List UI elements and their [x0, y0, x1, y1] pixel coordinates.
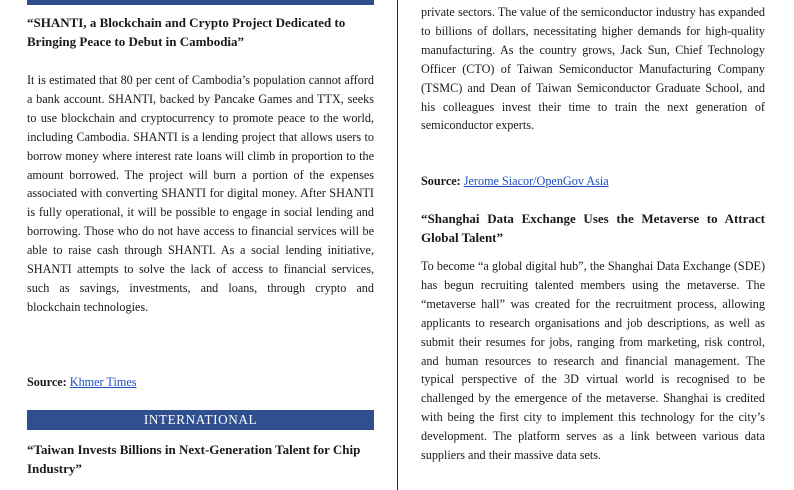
- article-title-shanghai: “Shanghai Data Exchange Uses the Metaverse to Attract Global Talent”: [421, 211, 765, 245]
- source-line-taiwan: [421, 172, 765, 191]
- column-divider: [397, 0, 398, 490]
- section-header-international: INTERNATIONAL: [27, 410, 374, 430]
- source-link-opengov-asia[interactable]: Jerome Siacor/OpenGov Asia: [463, 174, 609, 188]
- article-title-taiwan: “Taiwan Invests Billions in Next-Generation Talent for Chip Industry”: [27, 442, 361, 476]
- source-line-shanti: [27, 373, 374, 392]
- article-body-shanghai: To become “a global digital hub”, the Shanghai Data Exchange (SDE) has begun recruiting talented members using the metaverse. The “metaverse hall” was created for the recruitment process, allowing applicants to research organisations and job descriptions, as well as submit their resumes for jobs, ranging from marketing, risk control, and human resources to research and financial management. The typical perspective of the 3D virtual world is recognised to be challenged by the emergence of the metaverse. Shanghai is credited with being the first city to implement this technology for the city’s development. The platform serves as a link between various data suppliers and their massive data sets.: [421, 259, 765, 463]
- source-label: Source:: [27, 375, 67, 389]
- top-accent-bar: [27, 0, 374, 5]
- article-title-shanti: “SHANTI, a Blockchain and Crypto Project Dedicated to Bringing Peace to Debut in Cambodia”: [27, 15, 346, 49]
- source-link-khmer-times[interactable]: Khmer Times: [69, 375, 137, 389]
- article-body-taiwan-continued: private sectors. The value of the semiconductor industry has expanded to billions of dollars, necessitating higher demands for high-quality manufacturing. As the country grows, Jack Sun, Chief Technology Officer (CTO) of Taiwan Semiconductor Manufacturing Company (TSMC) and Dean of Taiwan Semiconductor Graduate School, and his colleagues invest their time to train the next generation of semiconductor experts.: [421, 5, 765, 133]
- source-label: Source:: [421, 174, 461, 188]
- article-body-shanti: It is estimated that 80 per cent of Cambodia’s population cannot afford a bank account. SHANTI, backed by Pancake Games and TTX, seeks to use blockchain and cryptocurrency to promote peace to the world, including Cambodia. SHANTI is a lending project that allows users to borrow money where interest rate loans will climb in proportion to the amount borrowed. The project will burn a portion of the expenses associated with converting SHANTI for digital money. After SHANTI is fully operational, it will be possible to engage in social lending and borrowing. Those who do not have access to financial services will be able to raise cash through SHANTI. As a social lending initiative, SHANTI attempts to solve the lack of access to financial services, such as savings, investments, and loans, through crypto and blockchain technologies.: [27, 73, 374, 314]
